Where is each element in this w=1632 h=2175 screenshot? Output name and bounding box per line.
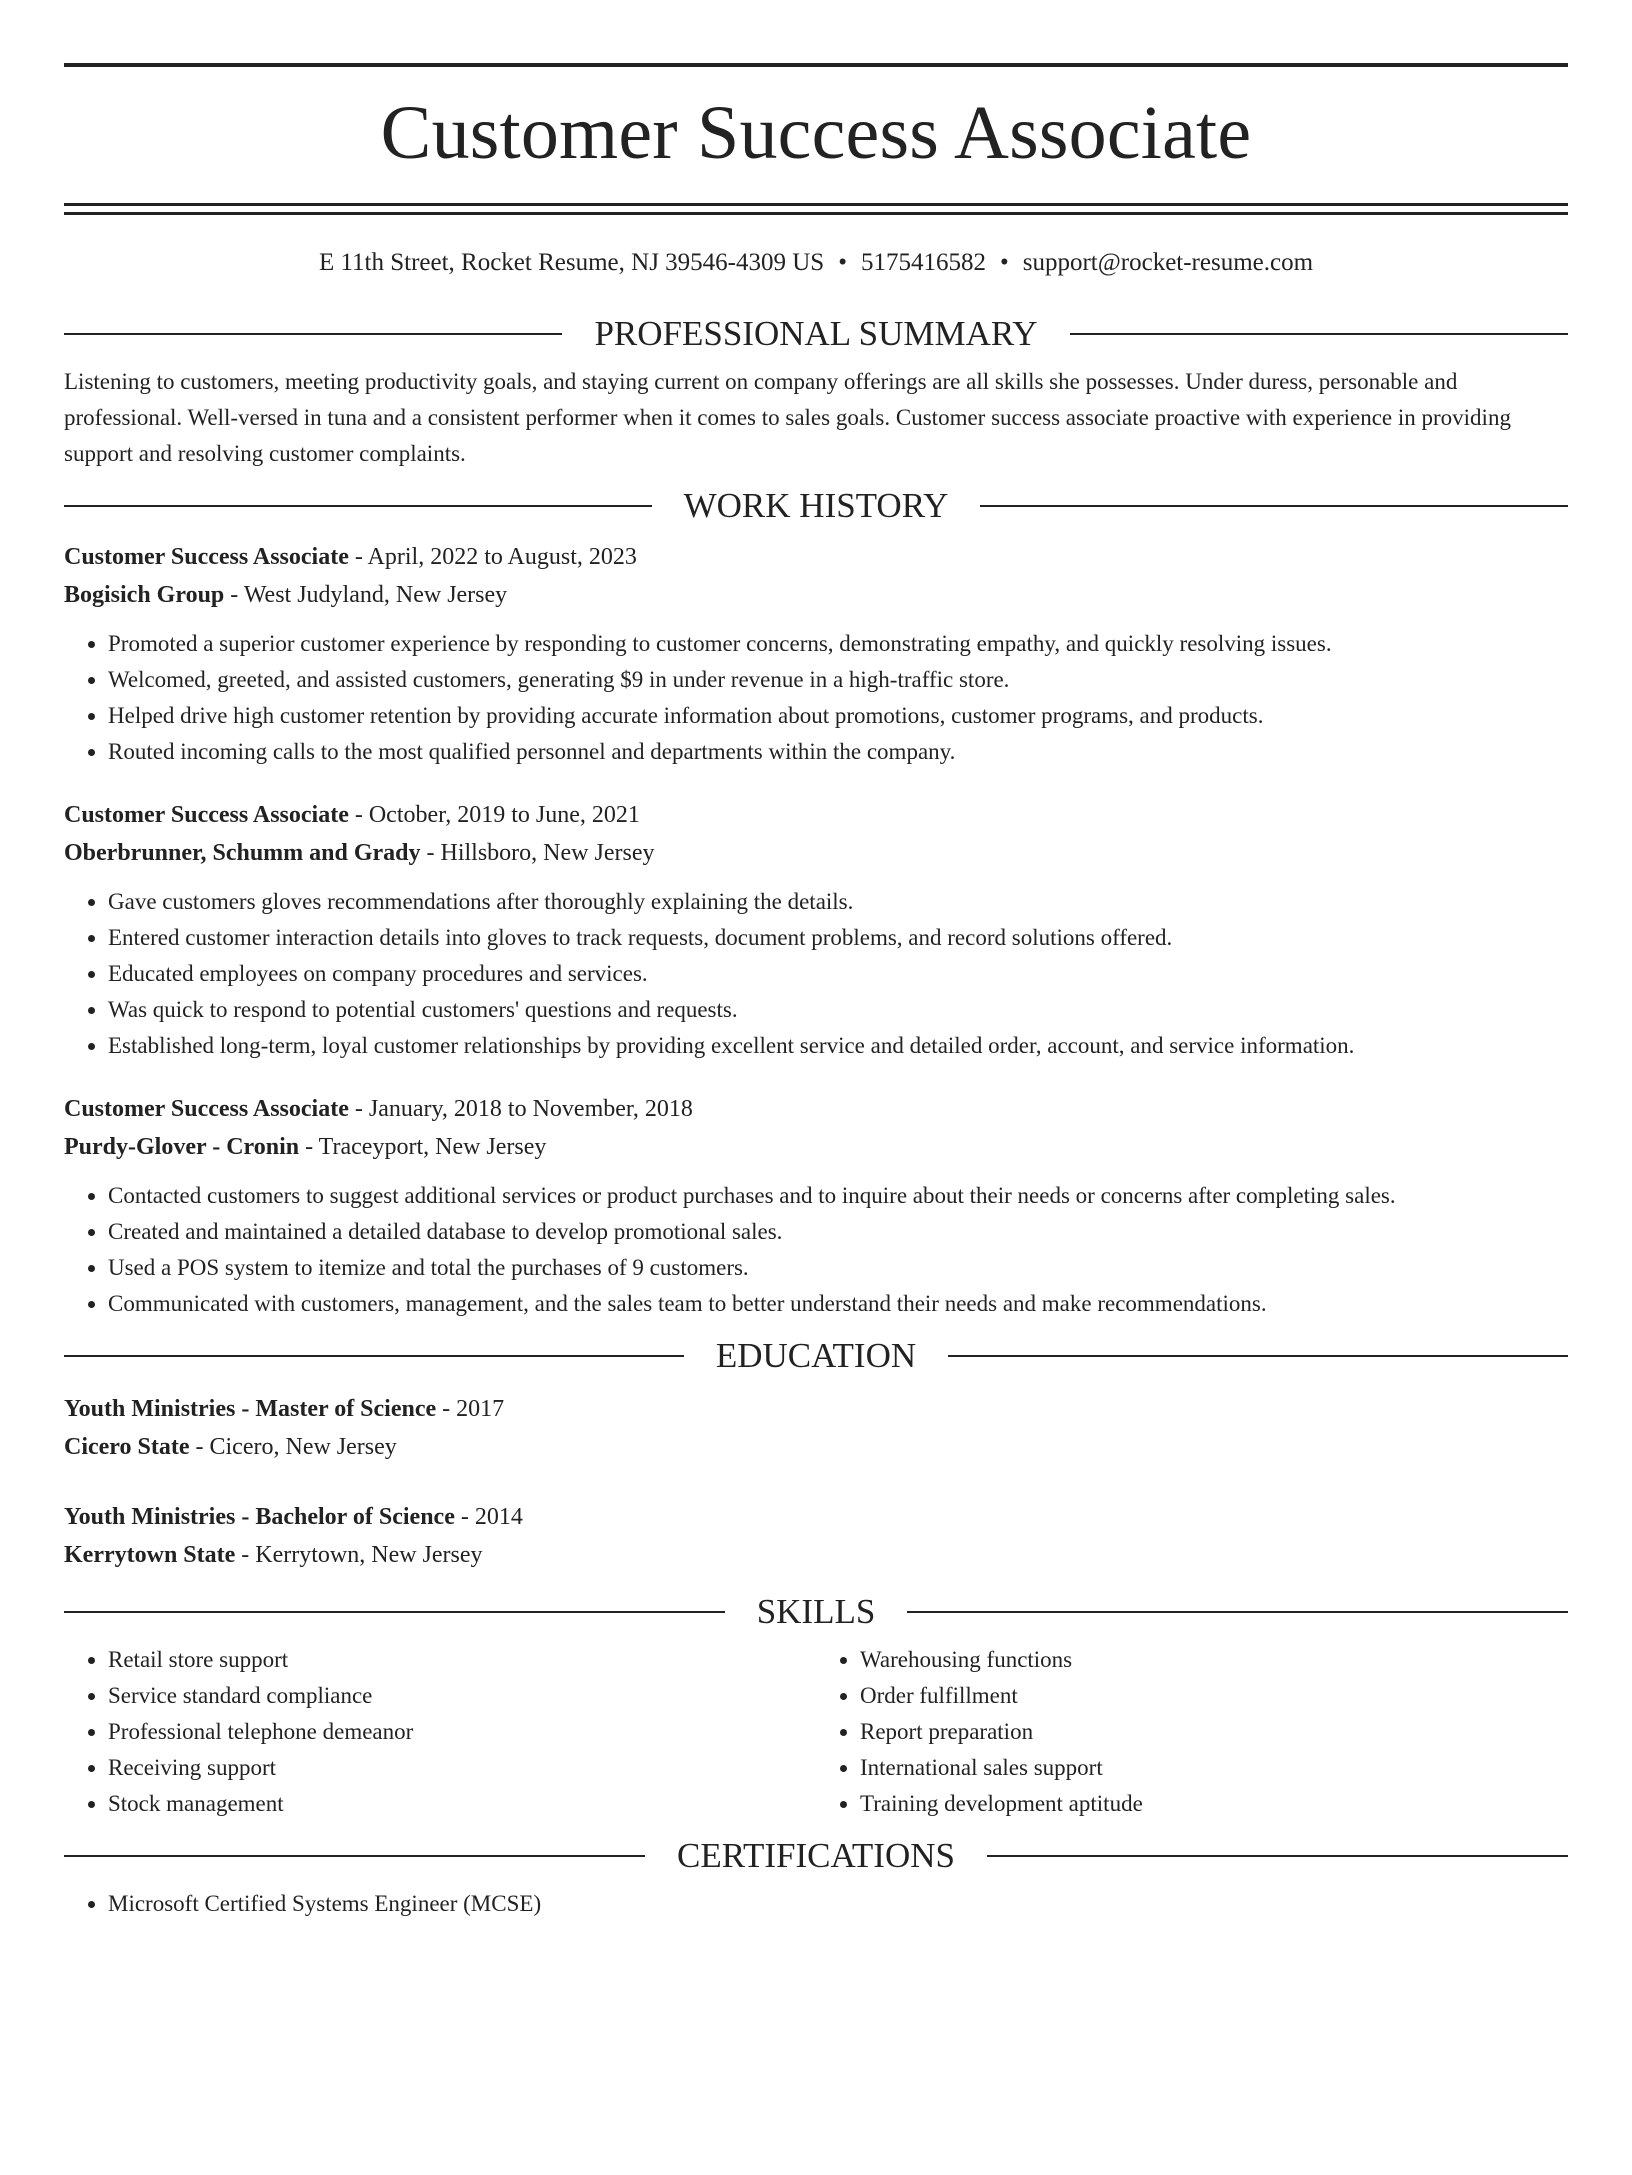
section-title-summary: PROFESSIONAL SUMMARY <box>594 314 1038 353</box>
education-location: - Cicero, New Jersey <box>189 1434 397 1460</box>
skill-item: • Order fulfillment <box>860 1678 1568 1714</box>
education-degree: Youth Ministries - Master of Science <box>64 1396 437 1422</box>
skill-item: • Warehousing functions <box>860 1642 1568 1678</box>
job-bullets <box>64 884 1568 1064</box>
job-bullet: • Communicated with customers, management, and the sales team to better understand their needs and make recommendations. <box>108 1286 1568 1322</box>
section-rule-left <box>64 1855 645 1857</box>
job-bullet: • Was quick to respond to potential customers' questions and requests. <box>108 992 1568 1028</box>
section-title-work: WORK HISTORY <box>683 486 949 525</box>
education-school-line <box>64 1428 1568 1466</box>
section-header-work <box>64 486 1568 526</box>
job-location: - Hillsboro, New Jersey <box>420 840 655 866</box>
section-title-certifications: CERTIFICATIONS <box>677 1836 955 1875</box>
job-company-line <box>64 834 1568 872</box>
job-bullet: • Helped drive high customer retention by providing accurate information about promotions, customer programs, and products. <box>108 698 1568 734</box>
section-rule-right <box>907 1611 1568 1613</box>
job-bullet: • Routed incoming calls to the most qualified personnel and departments within the company. <box>108 734 1568 770</box>
job-entry <box>64 796 1568 1064</box>
certifications-list <box>64 1886 1568 1922</box>
skills-list-left <box>64 1642 816 1822</box>
job-company-line <box>64 576 1568 614</box>
education-school: Kerrytown State <box>64 1542 236 1568</box>
job-company: Oberbrunner, Schumm and Grady <box>64 840 421 866</box>
job-bullets <box>64 1178 1568 1322</box>
double-rule <box>64 203 1568 215</box>
job-company-line <box>64 1128 1568 1166</box>
skill-item: • Receiving support <box>108 1750 816 1786</box>
section-header-summary <box>64 314 1568 354</box>
section-rule-left <box>64 333 562 335</box>
job-company: Bogisich Group <box>64 582 225 608</box>
skill-item: • Stock management <box>108 1786 816 1822</box>
skills-list-right <box>816 1642 1568 1822</box>
certifications-block <box>64 1886 1568 1922</box>
section-header-education <box>64 1336 1568 1376</box>
job-bullet: • Welcomed, greeted, and assisted customers, generating $9 in under revenue in a high-traffic store. <box>108 662 1568 698</box>
job-bullet: • Established long-term, loyal customer relationships by providing excellent service and detailed order, account, and service information. <box>108 1028 1568 1064</box>
section-title-education: EDUCATION <box>715 1336 917 1375</box>
job-bullet: • Promoted a superior customer experience by responding to customer concerns, demonstrating empathy, and quickly resolving issues. <box>108 626 1568 662</box>
section-title-skills: SKILLS <box>756 1592 876 1631</box>
education-degree-line <box>64 1498 1568 1536</box>
skill-item: • Professional telephone demeanor <box>108 1714 816 1750</box>
job-company: Purdy-Glover - Cronin <box>64 1134 300 1160</box>
section-rule-right <box>987 1855 1568 1857</box>
job-bullet: • Used a POS system to itemize and total the purchases of 9 customers. <box>108 1250 1568 1286</box>
education-year: - 2017 <box>436 1396 505 1422</box>
section-rule-left <box>64 1355 684 1357</box>
certification-item: • Microsoft Certified Systems Engineer (MCSE) <box>108 1886 1568 1922</box>
contact-phone: 5175416582 <box>860 249 986 276</box>
job-bullet: • Gave customers gloves recommendations after thoroughly explaining the details. <box>108 884 1568 920</box>
job-entry <box>64 1090 1568 1322</box>
education-degree: Youth Ministries - Bachelor of Science <box>64 1504 455 1530</box>
resume-page <box>0 63 1632 2175</box>
education-year: - 2014 <box>454 1504 523 1530</box>
job-title-line <box>64 1090 1568 1128</box>
job-bullet: • Created and maintained a detailed database to develop promotional sales. <box>108 1214 1568 1250</box>
job-location: - Traceyport, New Jersey <box>299 1134 547 1160</box>
section-rule-left <box>64 505 652 507</box>
section-rule-left <box>64 1611 725 1613</box>
job-dates: - October, 2019 to June, 2021 <box>348 802 640 828</box>
job-title-line <box>64 796 1568 834</box>
job-bullet: • Contacted customers to suggest additional services or product purchases and to inquire about their needs or concerns after completing sales. <box>108 1178 1568 1214</box>
top-rule <box>64 63 1568 67</box>
candidate-name: Customer Success Associate <box>380 91 1252 175</box>
job-entry <box>64 538 1568 770</box>
education-entry <box>64 1498 1568 1574</box>
job-role: Customer Success Associate <box>64 544 349 570</box>
section-rule-right <box>980 505 1568 507</box>
job-role: Customer Success Associate <box>64 802 349 828</box>
skill-item: • Service standard compliance <box>108 1678 816 1714</box>
skill-item: • Training development aptitude <box>860 1786 1568 1822</box>
contact-email: support@rocket-resume.com <box>1022 249 1314 276</box>
section-rule-right <box>1070 333 1568 335</box>
contact-separator: • <box>999 249 1009 276</box>
education-school: Cicero State <box>64 1434 190 1460</box>
skills-columns <box>64 1642 1568 1822</box>
contact-separator: • <box>838 249 847 276</box>
job-location: - West Judyland, New Jersey <box>224 582 508 608</box>
education-location: - Kerrytown, New Jersey <box>235 1542 483 1568</box>
job-title-line <box>64 538 1568 576</box>
education-degree-line <box>64 1390 1568 1428</box>
education-school-line <box>64 1536 1568 1574</box>
job-bullets <box>64 626 1568 770</box>
skill-item: • Retail store support <box>108 1642 816 1678</box>
education-entry <box>64 1390 1568 1466</box>
skill-item: • International sales support <box>860 1750 1568 1786</box>
summary-text: Listening to customers, meeting productivity goals, and staying current on company offerings are all skills she possesses. Under duress, personable and professional. Well-versed in tuna and a consistent performer when it comes to sales goals. Customer success associate proactive with experience in providing support and resolving customer complaints. <box>64 369 1511 466</box>
section-header-certifications <box>64 1836 1568 1876</box>
job-role: Customer Success Associate <box>64 1096 349 1122</box>
job-bullet: • Entered customer interaction details into gloves to track requests, document problems, and record solutions offered. <box>108 920 1568 956</box>
job-bullet: • Educated employees on company procedures and services. <box>108 956 1568 992</box>
contact-address: E 11th Street, Rocket Resume, NJ 39546-4309 US <box>318 249 825 276</box>
section-rule-right <box>948 1355 1568 1357</box>
contact-line <box>64 248 1568 278</box>
job-dates: - April, 2022 to August, 2023 <box>348 544 637 570</box>
job-dates: - January, 2018 to November, 2018 <box>348 1096 693 1122</box>
skill-item: • Report preparation <box>860 1714 1568 1750</box>
section-header-skills <box>64 1592 1568 1632</box>
